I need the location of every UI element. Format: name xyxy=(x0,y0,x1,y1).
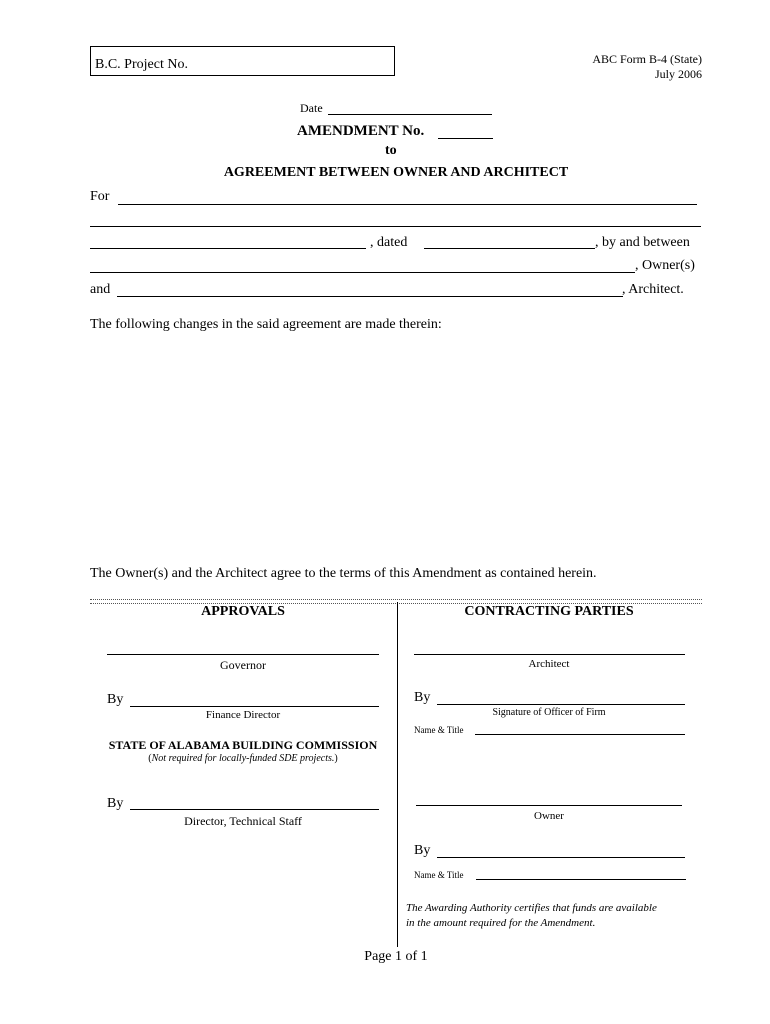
architect-field[interactable] xyxy=(117,296,623,297)
agreement-title: AGREEMENT BETWEEN OWNER AND ARCHITECT xyxy=(223,165,569,180)
owner-signature-line[interactable] xyxy=(416,805,682,806)
officer-signature-line[interactable] xyxy=(437,704,685,705)
dated-field[interactable] xyxy=(424,248,595,249)
to-label: to xyxy=(385,143,397,158)
owners-label: , Owner(s) xyxy=(635,258,695,273)
page-number: Page 1 of 1 xyxy=(364,949,428,964)
finance-director-signature-line[interactable] xyxy=(130,706,379,707)
name-title-field-2[interactable] xyxy=(476,879,686,880)
agree-text: The Owner(s) and the Architect agree to the terms of this Amendment as contained herein. xyxy=(90,566,597,581)
form-date: July 2006 xyxy=(654,67,702,81)
for-label: For xyxy=(90,189,110,204)
director-label: Director, Technical Staff xyxy=(184,814,302,828)
date-label: Date xyxy=(300,101,323,115)
column-divider xyxy=(397,602,398,947)
finance-director-label: Finance Director xyxy=(205,709,281,721)
owner-label: Owner xyxy=(534,810,564,822)
form-name: ABC Form B-4 (State) xyxy=(592,52,702,66)
changes-text: The following changes in the said agreement are made therein: xyxy=(90,317,442,332)
owner-by-label: By xyxy=(414,843,431,858)
governor-label: Governor xyxy=(220,658,266,672)
project-number-label: B.C. Project No. xyxy=(95,57,188,72)
signature-officer-label: Signature of Officer of Firm xyxy=(492,707,606,718)
contracting-heading: CONTRACTING PARTIES xyxy=(464,604,634,619)
name-title-label-2: Name & Title xyxy=(414,870,464,880)
dated-label: , dated xyxy=(370,235,408,250)
certification-line-1: The Awarding Authority certifies that funds are available xyxy=(406,902,657,914)
and-label: and xyxy=(90,282,111,297)
project-number-box[interactable] xyxy=(90,46,395,76)
name-title-label: Name & Title xyxy=(414,725,464,735)
officer-by-label: By xyxy=(414,690,431,705)
architect-signature-line[interactable] xyxy=(414,654,685,655)
amendment-title: AMENDMENT No. xyxy=(297,123,425,139)
date-field[interactable] xyxy=(328,114,492,115)
name-title-field[interactable] xyxy=(475,734,685,735)
certification-line-2: in the amount required for the Amendment. xyxy=(406,917,596,929)
approvals-heading: APPROVALS xyxy=(201,604,285,619)
for-field-line-1[interactable] xyxy=(118,204,697,205)
party-field[interactable] xyxy=(90,248,366,249)
architect-label: , Architect. xyxy=(622,282,684,297)
owner-field[interactable] xyxy=(90,272,635,273)
director-signature-line[interactable] xyxy=(130,809,379,810)
architect-label-sig: Architect xyxy=(528,658,570,670)
commission-note: (Not required for locally-funded SDE projects.) xyxy=(148,753,338,764)
governor-signature-line[interactable] xyxy=(107,654,379,655)
finance-by-label: By xyxy=(107,692,124,707)
amendment-number-field[interactable] xyxy=(438,138,493,139)
commission-label: STATE OF ALABAMA BUILDING COMMISSION xyxy=(108,738,378,752)
owner-by-signature-line[interactable] xyxy=(437,857,685,858)
for-field-line-2[interactable] xyxy=(90,226,701,227)
by-and-between-label: , by and between xyxy=(595,235,690,250)
director-by-label: By xyxy=(107,796,124,811)
